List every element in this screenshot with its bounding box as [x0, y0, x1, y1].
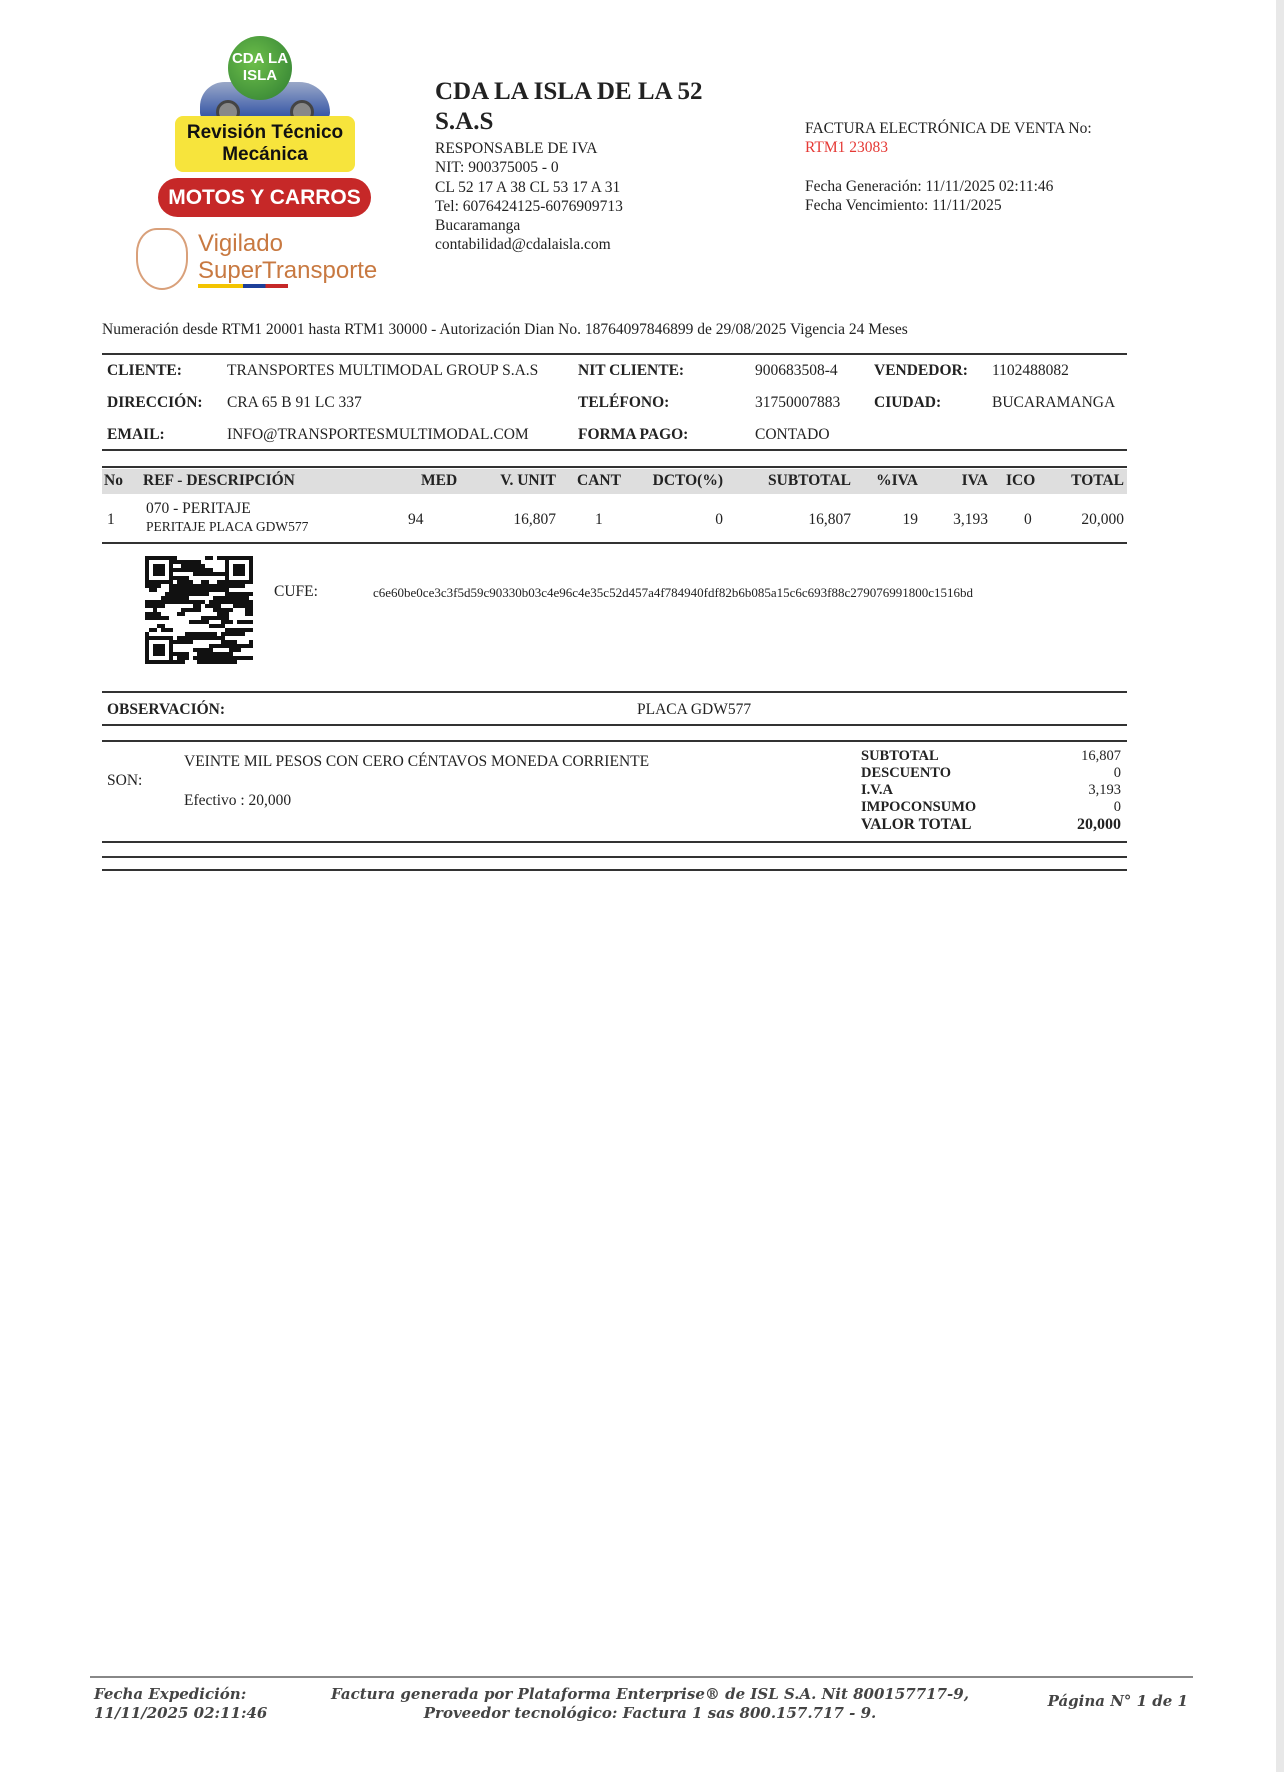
company-name-suffix: S.A.S [435, 108, 494, 135]
cufe-value: c6e60be0ce3c3f5d59c90330b03c4e96c4e35c52d457a4f784940fdf82b6b085a15c6c693f88c279076991800c1516bd [373, 585, 974, 600]
client-nit-label: NIT CLIENTE: [578, 362, 685, 379]
row-subtotal: 16,807 [808, 511, 851, 528]
invoice-number: RTM1 23083 [805, 139, 889, 157]
address-label: DIRECCIÓN: [107, 394, 203, 411]
company-name: CDA LA ISLA DE LA 52 [435, 78, 703, 105]
issue-date-value: 11/11/2025 02:11:46 [94, 1704, 268, 1722]
row-med: 94 [408, 511, 424, 528]
company-nit: NIT: 900375005 - 0 [435, 159, 559, 177]
colombia-flag-stripe [198, 284, 288, 288]
total-value: 3,193 [1088, 782, 1121, 798]
city-label: CIUDAD: [874, 394, 942, 411]
issue-date [94, 1685, 267, 1723]
company-city: Bucaramanga [435, 217, 521, 235]
client-city: BUCARAMANGA [992, 394, 1116, 411]
provider-line1: Factura generada por Plataforma Enterprise® de ISL S.A. Nit 800157717-9, [331, 1685, 969, 1703]
col-total: TOTAL [1071, 472, 1124, 489]
col-ref: REF - DESCRIPCIÓN [143, 472, 295, 489]
invoice-info [805, 119, 1092, 215]
col-vunit: V. UNIT [500, 472, 556, 489]
row-total: 20,000 [1081, 511, 1124, 528]
client-label: CLIENTE: [107, 362, 182, 379]
email-label: EMAIL: [107, 426, 165, 443]
total-value: 0 [1113, 765, 1121, 781]
observation-value: PLACA GDW577 [637, 701, 752, 718]
row-iva: 3,193 [953, 511, 988, 528]
row-desc: PERITAJE PLACA GDW577 [146, 519, 309, 534]
client-email: INFO@TRANSPORTESMULTIMODAL.COM [227, 426, 529, 443]
client-address: CRA 65 B 91 LC 337 [227, 394, 362, 411]
logo-circle: CDA LA ISLA [228, 36, 292, 100]
col-iva: IVA [961, 472, 988, 489]
row-cant: 1 [595, 511, 603, 528]
total-value: 16,807 [1081, 748, 1121, 764]
qr-code [145, 556, 253, 664]
logo-banner: MOTOS Y CARROS [158, 178, 371, 217]
company-info [435, 139, 623, 255]
total-value: 0 [1113, 799, 1121, 815]
row-ico: 0 [1024, 511, 1032, 528]
total-label: VALOR TOTAL [861, 816, 972, 833]
row-vunit: 16,807 [513, 511, 556, 528]
col-cant: CANT [577, 472, 621, 489]
issue-date-label: Fecha Expedición: [94, 1685, 247, 1703]
company-email: contabilidad@cdalaisla.com [435, 236, 611, 254]
total-label: DESCUENTO [861, 765, 951, 781]
son-label: SON: [107, 772, 143, 789]
row-dcto: 0 [715, 511, 723, 528]
client-name: TRANSPORTES MULTIMODAL GROUP S.A.S [227, 362, 539, 379]
total-value: 20,000 [1077, 816, 1121, 833]
invoice-title: FACTURA ELECTRÓNICA DE VENTA No: [805, 120, 1092, 137]
provider-line2: Proveedor tecnológico: Factura 1 sas 800.157.717 - 9. [423, 1704, 877, 1722]
row-ref: 070 - PERITAJE [146, 500, 251, 517]
company-tax-regime: RESPONSABLE DE IVA [435, 140, 598, 157]
col-subtotal: SUBTOTAL [768, 472, 851, 489]
seller-label: VENDEDOR: [874, 362, 968, 379]
col-med: MED [421, 472, 458, 489]
vigilado-line1: Vigilado [198, 230, 283, 257]
company-phone: Tel: 6076424125-6076909713 [435, 197, 623, 215]
observation-label: OBSERVACIÓN: [107, 701, 226, 718]
company-address: CL 52 17 A 38 CL 53 17 A 31 [435, 178, 621, 196]
col-ico: ICO [1006, 472, 1036, 489]
vigilado-line2: SuperTransporte [198, 257, 378, 284]
logo-line2: Mecánica [222, 144, 308, 165]
client-nit: 900683508-4 [755, 362, 838, 379]
payment-label: FORMA PAGO: [578, 426, 689, 443]
logo-line1: Revisión Técnico [186, 122, 344, 143]
provider-note [300, 1685, 1000, 1723]
total-label: I.V.A [861, 782, 893, 798]
seller-id: 1102488082 [992, 362, 1069, 379]
page-edge [1276, 0, 1284, 1772]
client-phone: 31750007883 [755, 394, 841, 411]
col-no: No [104, 472, 123, 489]
total-label: SUBTOTAL [861, 748, 939, 764]
numbering-authorization: Numeración desde RTM1 20001 hasta RTM1 30000 - Autorización Dian No. 18764097846899 de 29/08/2025 Vigencia 24 Meses [102, 321, 908, 338]
page-number: Página N° 1 de 1 [1047, 1692, 1188, 1710]
row-no: 1 [107, 511, 115, 528]
payment-method: CONTADO [755, 426, 830, 443]
vigilado-text [198, 230, 377, 284]
due-date: Fecha Vencimiento: 11/11/2025 [805, 196, 1002, 214]
cash-payment: Efectivo : 20,000 [184, 792, 292, 809]
logo-rtm-badge [175, 116, 355, 172]
coat-of-arms-icon [136, 228, 188, 290]
footer-rule [90, 1676, 1193, 1678]
row-piva: 19 [902, 511, 918, 528]
total-label: IMPOCONSUMO [861, 799, 977, 815]
col-dcto: DCTO(%) [652, 472, 723, 489]
col-piva: %IVA [876, 472, 918, 489]
phone-label: TELÉFONO: [578, 394, 670, 411]
cufe-label: CUFE: [274, 583, 318, 600]
generation-date: Fecha Generación: 11/11/2025 02:11:46 [805, 177, 1054, 195]
amount-in-words: VEINTE MIL PESOS CON CERO CÉNTAVOS MONEDA CORRIENTE [184, 753, 650, 770]
